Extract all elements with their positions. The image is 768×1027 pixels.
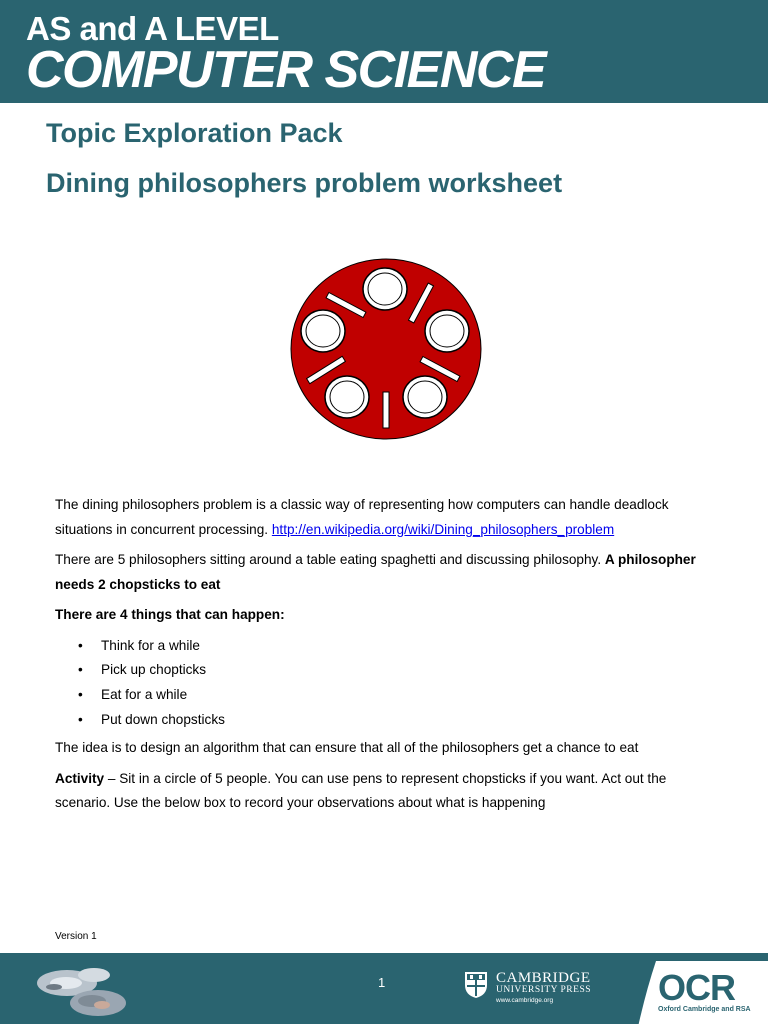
list-item: • Put down chopsticks [101,708,715,733]
setup-paragraph [55,548,715,597]
wikipedia-link[interactable]: http://en.wikipedia.org/wiki/Dining_philosophers_problem [271,521,615,537]
intro-text: The dining philosophers problem is a classic way of representing how computers can handle deadlock situations in concurrent processing. [55,497,669,537]
list-item: • Eat for a while [101,683,715,708]
list-item: • Think for a while [101,634,715,659]
cambridge-name: CAMBRIDGE [496,970,591,986]
worksheet-title: Dining philosophers problem worksheet [46,168,563,198]
footer-photo [32,961,132,1019]
banner-subject: COMPUTER SCIENCE [26,41,546,99]
cambridge-press: UNIVERSITY PRESS [496,985,592,995]
activity-text: – Sit in a circle of 5 people. You can use pens to represent chopsticks if you want. Act out the scenario. Use the below box to record your observations about what is happening [55,770,667,811]
pack-title: Topic Exploration Pack [46,118,343,148]
activity-label: Activity [55,770,105,786]
version-label: Version 1 [55,931,97,942]
page-number: 1 [378,975,386,990]
ocr-logo: OCR [658,967,735,1008]
dining-table-illustration [290,258,482,440]
ocr-tagline: Oxford Cambridge and RSA [658,1006,751,1013]
setup-bold-text: A philosopher needs 2 chopsticks to eat [55,552,696,592]
activity-paragraph [55,767,715,816]
cambridge-crest-icon [464,971,488,999]
cambridge-logo [464,970,599,1004]
list-item: • Pick up chopticks [101,658,715,683]
cambridge-url: www.cambridge.org [496,997,554,1004]
things-list [55,634,715,733]
banner-qualification: AS and A LEVEL [26,10,279,47]
intro-paragraph [55,493,715,542]
worksheet-body [55,493,715,822]
idea-paragraph: The idea is to design an algorithm that can ensure that all of the philosophers get a chance to eat [55,740,639,756]
things-heading: There are 4 things that can happen: [55,607,285,622]
header-banner [0,0,768,103]
setup-text: There are 5 philosophers sitting around a table eating spaghetti and discussing philosophy. [55,552,602,567]
